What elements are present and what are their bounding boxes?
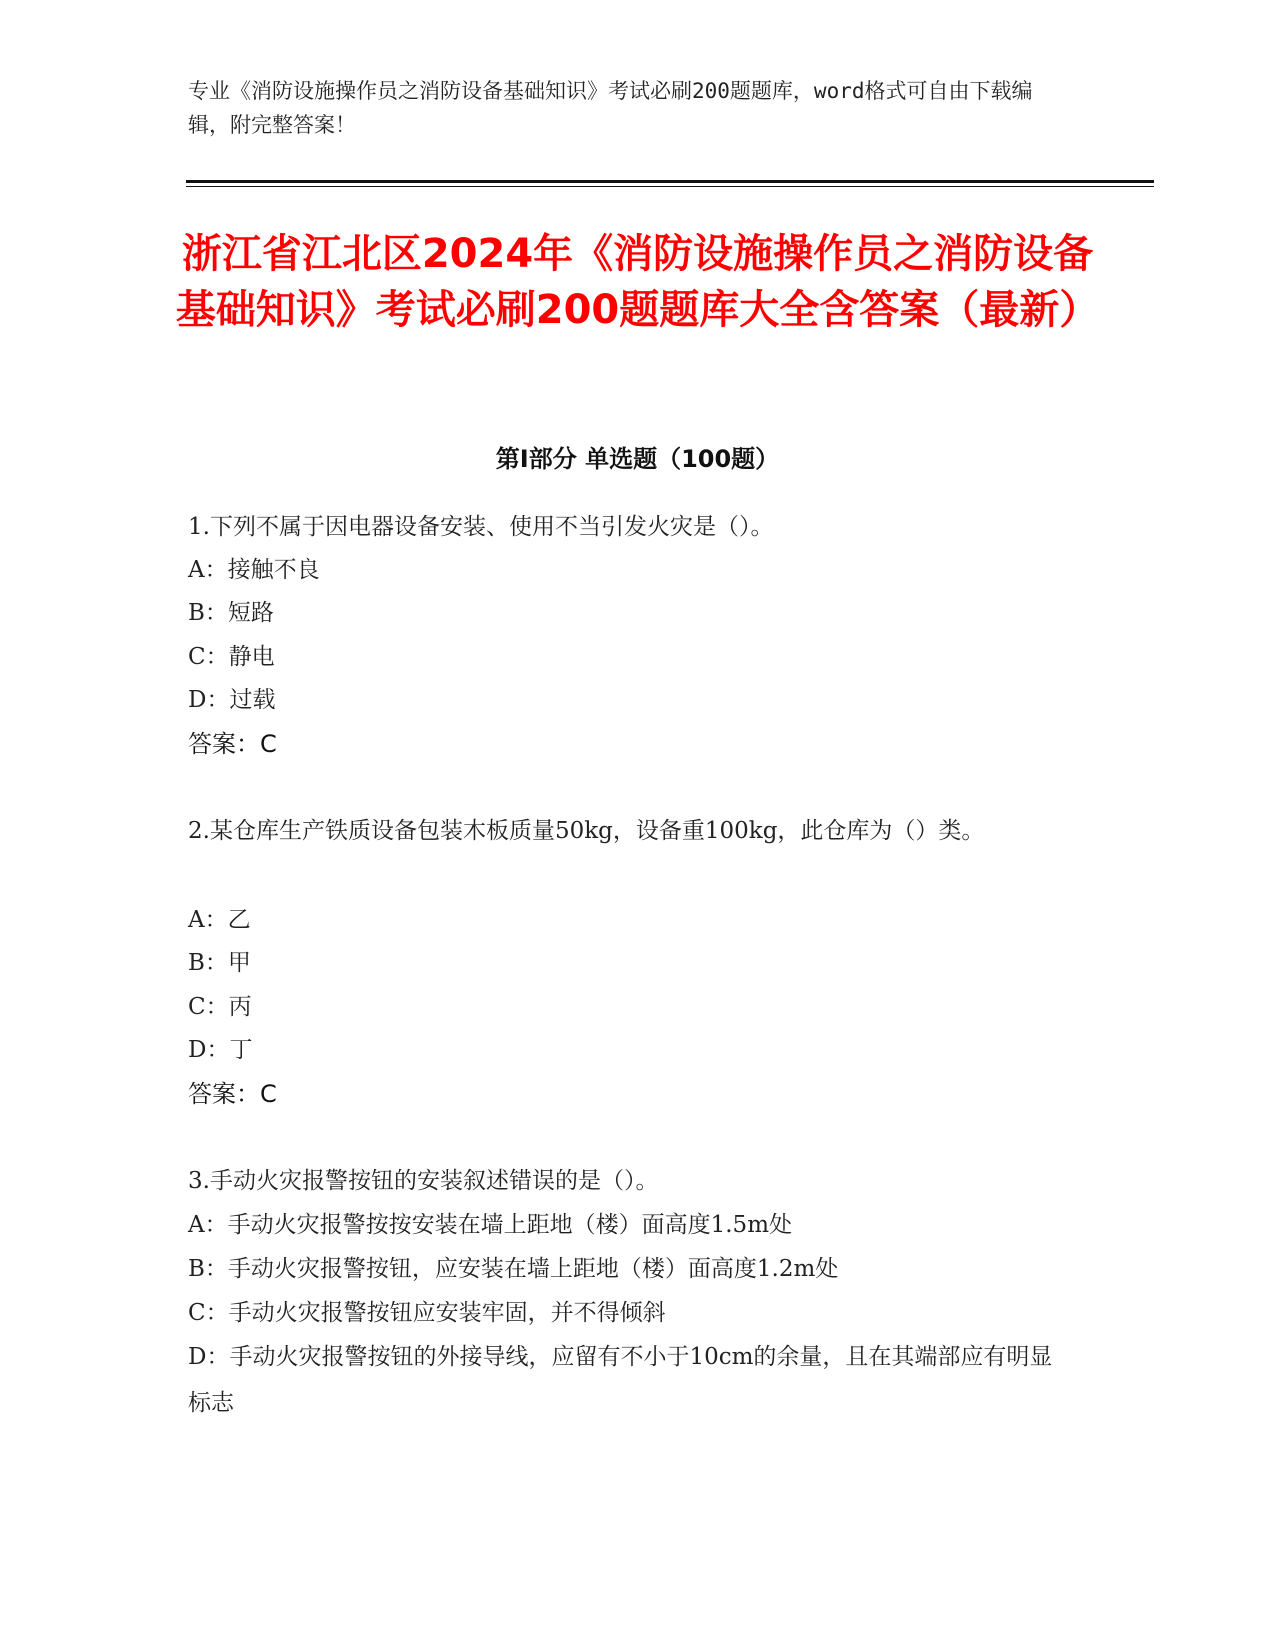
- question-1-answer: 答案：C: [188, 730, 277, 758]
- question-2-option-a: A：乙: [188, 907, 251, 933]
- header-divider-thick: [186, 180, 1154, 183]
- question-3-stem: 3.手动火灾报警按钮的安装叙述错误的是（）。: [188, 1168, 659, 1194]
- question-1-option-b: B：短路: [188, 600, 274, 626]
- question-3-option-a: A：手动火灾报警按按安装在墙上距地（楼）面高度1.5m处: [188, 1212, 792, 1238]
- question-3-option-c: C：手动火灾报警按钮应安装牢固，并不得倾斜: [188, 1300, 666, 1326]
- header-note: 专业《消防设施操作员之消防设备基础知识》考试必刷200题题库，word格式可自由下载编辑，附完整答案！: [188, 79, 1033, 137]
- header-divider-thin: [186, 186, 1154, 187]
- section-title: 第I部分 单选题（100题）: [495, 445, 780, 473]
- question-2-option-c: C：丙: [188, 994, 252, 1020]
- question-3-option-d: D：手动火灾报警按钮的外接导线，应留有不小于10cm的余量，且在其端部应有明显标志: [188, 1344, 1053, 1416]
- document-title: 浙江省江北区2024年《消防设施操作员之消防设备基础知识》考试必刷200题题库大全含答案（最新）: [175, 231, 1100, 333]
- question-2-stem: 2.某仓库生产铁质设备包装木板质量50kg，设备重100kg，此仓库为（）类。: [188, 818, 985, 844]
- question-1-option-d: D：过载: [188, 687, 276, 713]
- question-2-answer: 答案：C: [188, 1080, 277, 1108]
- question-1-option-c: C：静电: [188, 644, 275, 670]
- question-1-option-a: A：接触不良: [188, 557, 320, 583]
- question-2-option-d: D：丁: [188, 1037, 253, 1063]
- question-1-stem: 1.下列不属于因电器设备安装、使用不当引发火灾是（）。: [188, 514, 774, 540]
- question-3-option-b: B：手动火灾报警按钮，应安装在墙上距地（楼）面高度1.2m处: [188, 1256, 839, 1282]
- question-2-option-b: B：甲: [188, 950, 251, 976]
